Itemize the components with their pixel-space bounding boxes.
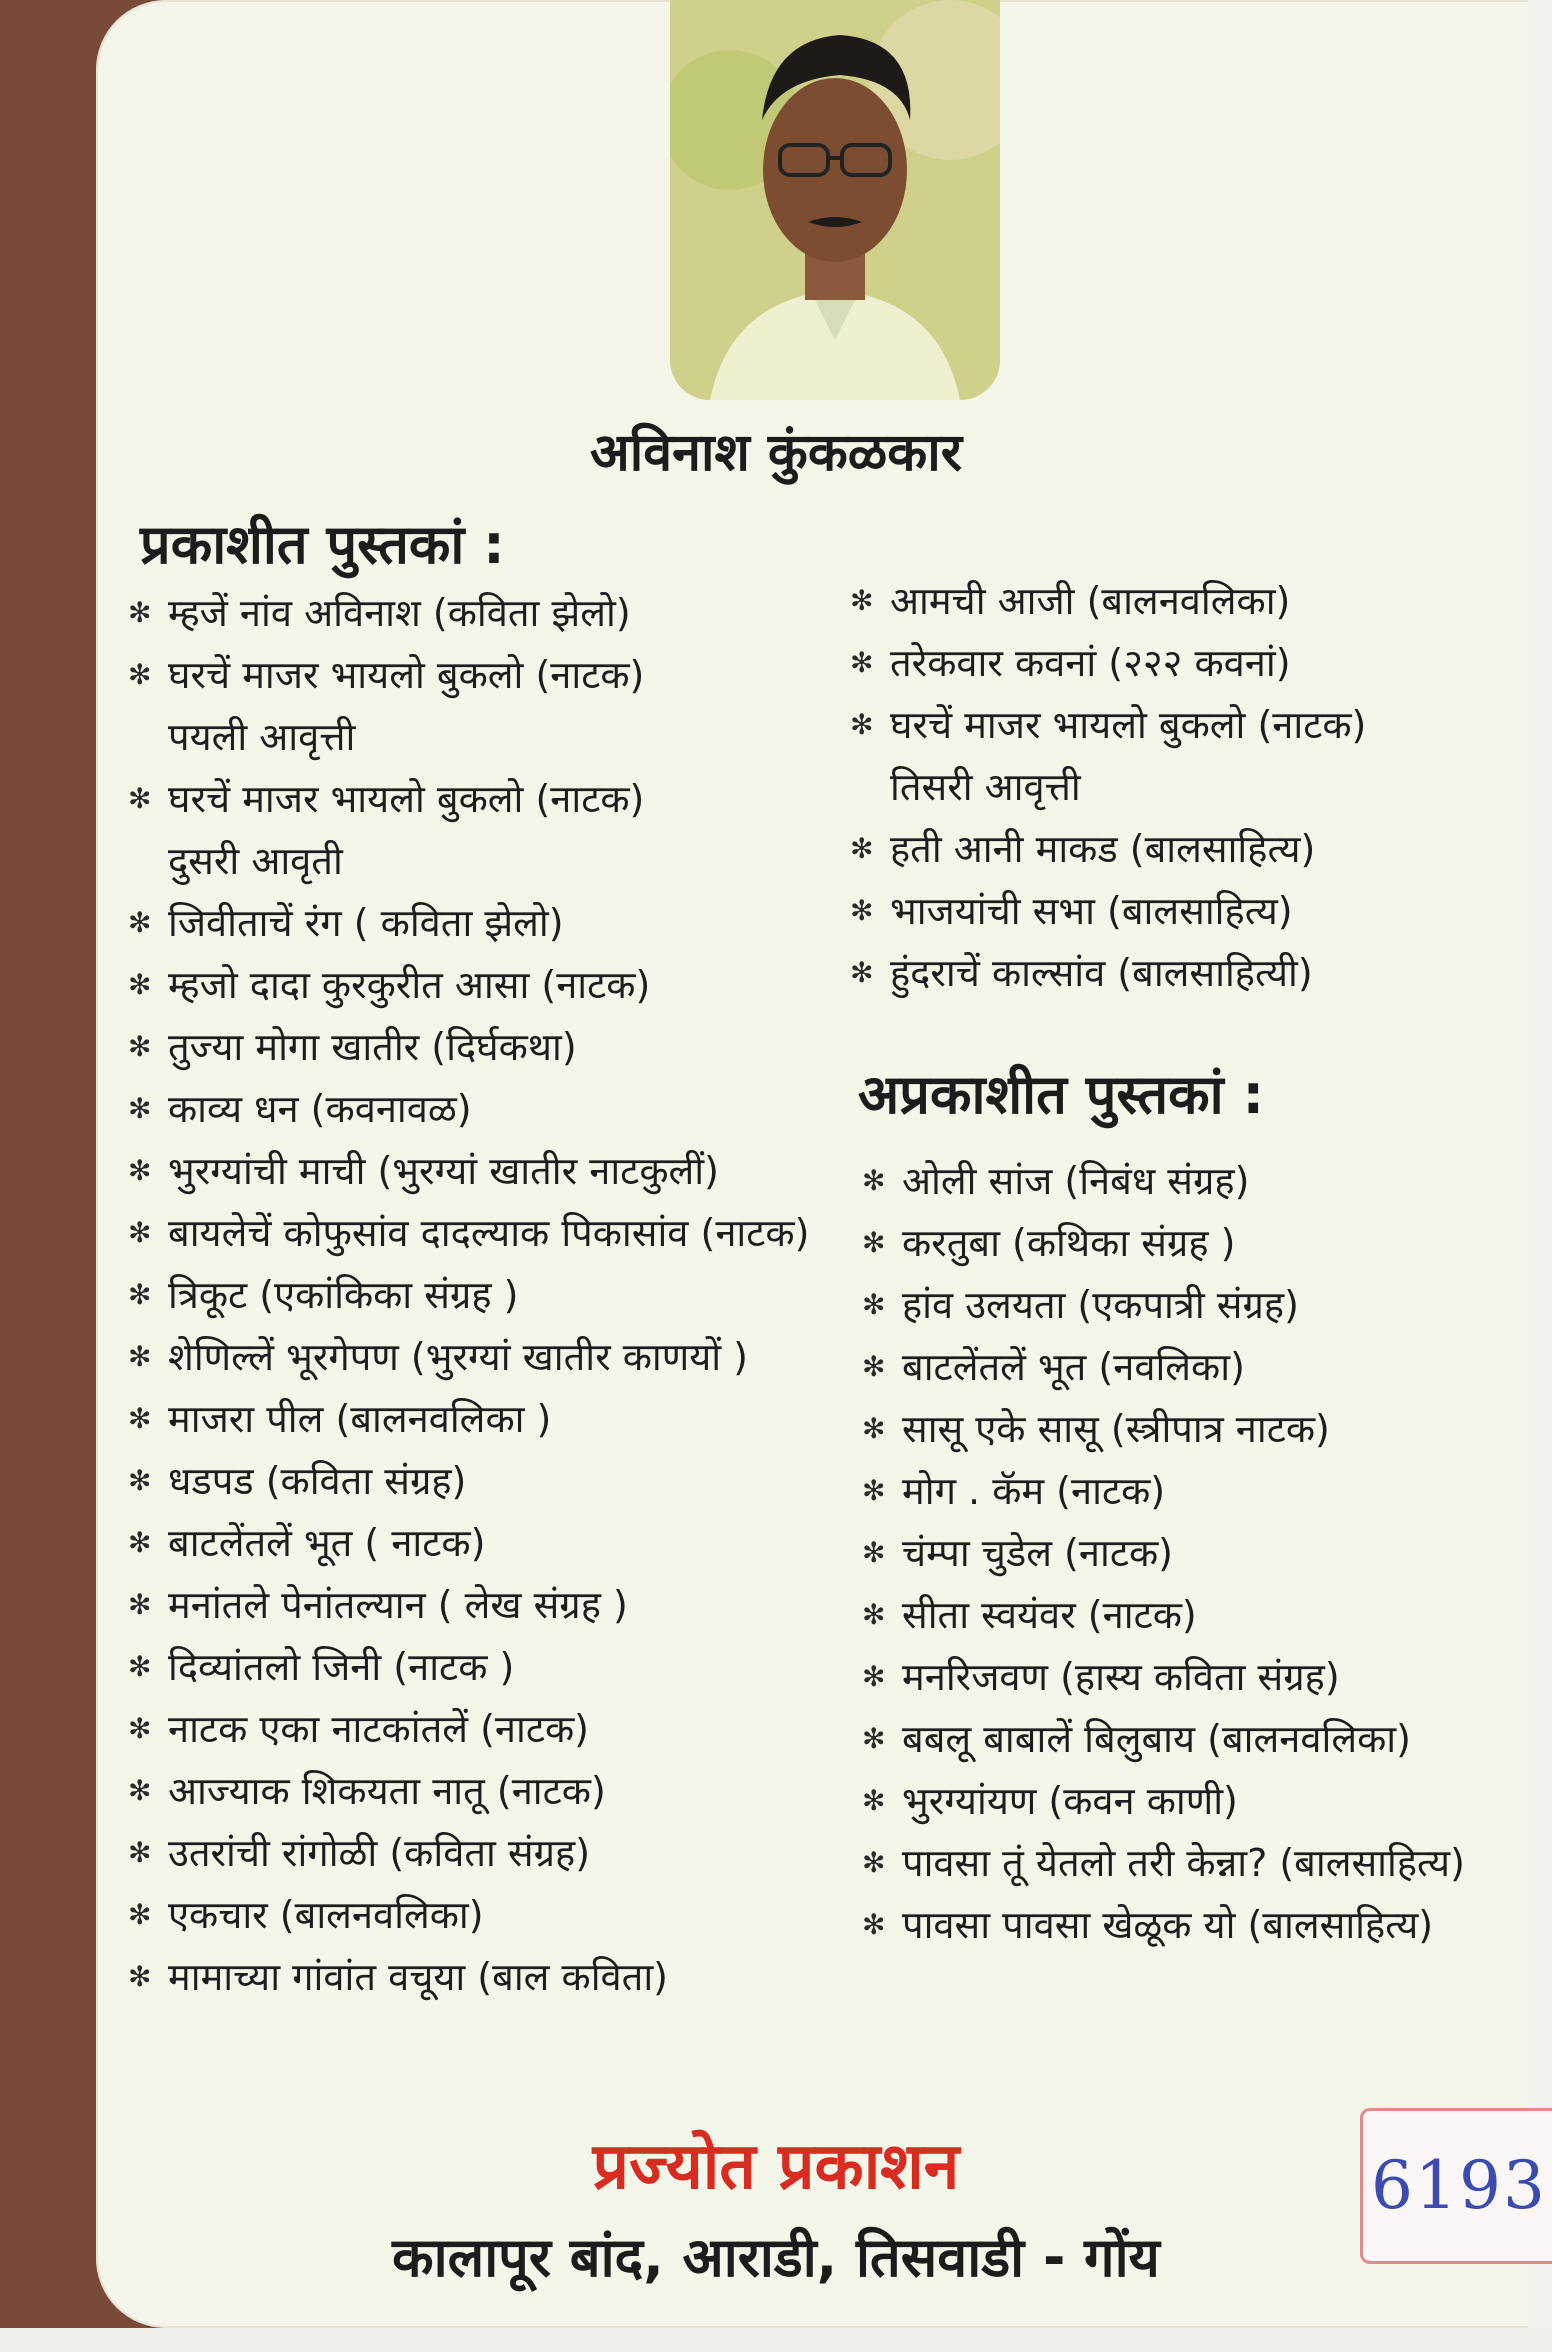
asterisk-bullet-icon: ✻ — [128, 1960, 152, 1993]
list-item: ✻ घरचें माजर भायलो बुकलो (नाटक) — [128, 768, 809, 830]
asterisk-bullet-icon: ✻ — [128, 1526, 152, 1559]
list-item: ✻ हती आनी माकड (बालसाहित्य) — [850, 818, 1366, 880]
asterisk-bullet-icon: ✻ — [862, 1164, 886, 1197]
list-item: ✻ काव्य धन (कवनावळ) — [128, 1078, 809, 1140]
asterisk-bullet-icon: ✻ — [128, 1650, 152, 1683]
asterisk-bullet-icon: ✻ — [862, 1598, 886, 1631]
author-portrait-image — [670, 0, 1000, 400]
asterisk-bullet-icon: ✻ — [128, 1030, 152, 1063]
author-name: अविनाश कुंकळकार — [590, 423, 962, 483]
handwritten-stamp-number: 6193 — [1360, 2108, 1552, 2264]
list-item: ✻ म्हजें नांव अविनाश (कविता झेलो) — [128, 582, 809, 644]
asterisk-bullet-icon: ✻ — [128, 1402, 152, 1435]
list-item: ✻ उतरांची रांगोळी (कविता संग्रह) — [128, 1822, 809, 1884]
list-item: ✻ चंम्पा चुडेल (नाटक) — [862, 1522, 1465, 1584]
asterisk-bullet-icon: ✻ — [862, 1350, 886, 1383]
list-item: ✻ शेणिल्लें भूरगेपण (भुरग्यां खातीर काणयों ) — [128, 1326, 809, 1388]
asterisk-bullet-icon: ✻ — [128, 1154, 152, 1187]
asterisk-bullet-icon: ✻ — [128, 1588, 152, 1621]
asterisk-bullet-icon: ✻ — [862, 1474, 886, 1507]
asterisk-bullet-icon: ✻ — [862, 1412, 886, 1445]
publisher-address: कालापूर बांद, आराडी, तिसवाडी - गोंय — [392, 2226, 1160, 2289]
asterisk-bullet-icon: ✻ — [862, 1226, 886, 1259]
asterisk-bullet-icon: ✻ — [128, 782, 152, 815]
list-item: ✻ करतुबा (कथिका संग्रह ) — [862, 1212, 1465, 1274]
list-item: ✻ बबलू बाबालें बिलुबाय (बालनवलिका) — [862, 1708, 1465, 1770]
asterisk-bullet-icon: ✻ — [128, 658, 152, 691]
asterisk-bullet-icon: ✻ — [128, 1898, 152, 1931]
list-item: ✻ पावसा तूं येतलो तरी केन्ना? (बालसाहित्य) — [862, 1832, 1465, 1894]
list-item: ✻ मोग . कॅम (नाटक) — [862, 1460, 1465, 1522]
asterisk-bullet-icon: ✻ — [128, 1712, 152, 1745]
list-item: ✻ आमची आजी (बालनवलिका) — [850, 570, 1366, 632]
list-item: ✻ घरचें माजर भायलो बुकलो (नाटक) — [850, 694, 1366, 756]
asterisk-bullet-icon: ✻ — [128, 1464, 152, 1497]
list-item: ✻ मनरिजवण (हास्य कविता संग्रह) — [862, 1646, 1465, 1708]
list-item: ✻ पावसा पावसा खेळूक यो (बालसाहित्य) — [862, 1894, 1465, 1956]
asterisk-bullet-icon: ✻ — [862, 1288, 886, 1321]
list-item: ✻ आज्याक शिकयता नातू (नाटक) — [128, 1760, 809, 1822]
page-bottom-edge — [0, 2328, 1552, 2352]
published-books-list — [128, 582, 809, 2008]
list-item: ✻ बायलेचें कोफुसांव दादल्याक पिकासांव (नाटक) — [128, 1202, 809, 1264]
asterisk-bullet-icon: ✻ — [862, 1846, 886, 1879]
asterisk-bullet-icon: ✻ — [862, 1536, 886, 1569]
asterisk-bullet-icon: ✻ — [128, 968, 152, 1001]
list-item: ✻ धडपड (कविता संग्रह) — [128, 1450, 809, 1512]
list-item: ✻ हुंदराचें काल्सांव (बालसाहित्यी) — [850, 942, 1366, 1004]
asterisk-bullet-icon: ✻ — [862, 1660, 886, 1693]
asterisk-bullet-icon: ✻ — [128, 906, 152, 939]
list-item: ✻ म्हजो दादा कुरकुरीत आसा (नाटक) — [128, 954, 809, 1016]
asterisk-bullet-icon: ✻ — [128, 1278, 152, 1311]
page-edge — [1528, 0, 1552, 2352]
list-item: ✻ नाटक एका नाटकांतलें (नाटक) — [128, 1698, 809, 1760]
asterisk-bullet-icon: ✻ — [850, 894, 874, 927]
list-item: ✻ घरचें माजर भायलो बुकलो (नाटक) — [128, 644, 809, 706]
list-item: ✻ सासू एके सासू (स्त्रीपात्र नाटक) — [862, 1398, 1465, 1460]
asterisk-bullet-icon: ✻ — [128, 1836, 152, 1869]
list-item: ✻ त्रिकूट (एकांकिका संग्रह ) — [128, 1264, 809, 1326]
unpublished-books-heading: अप्रकाशीत पुस्तकां : — [858, 1063, 1265, 1126]
author-photo — [670, 0, 1000, 400]
list-item-continuation: दुसरी आवृती — [168, 839, 343, 883]
asterisk-bullet-icon: ✻ — [128, 1774, 152, 1807]
asterisk-bullet-icon: ✻ — [850, 956, 874, 989]
asterisk-bullet-icon: ✻ — [850, 584, 874, 617]
asterisk-bullet-icon: ✻ — [850, 646, 874, 679]
list-item: ✻ दिव्यांतलो जिनी (नाटक ) — [128, 1636, 809, 1698]
asterisk-bullet-icon: ✻ — [862, 1722, 886, 1755]
list-item: ✻ जिवीताचें रंग ( कविता झेलो) — [128, 892, 809, 954]
asterisk-bullet-icon: ✻ — [128, 1216, 152, 1249]
list-item: ✻ हांव उलयता (एकपात्री संग्रह) — [862, 1274, 1465, 1336]
asterisk-bullet-icon: ✻ — [128, 1092, 152, 1125]
list-item: ✻ एकचार (बालनवलिका) — [128, 1884, 809, 1946]
list-item: ✻ भुरग्यांयण (कवन काणी) — [862, 1770, 1465, 1832]
unpublished-books-list — [862, 1150, 1465, 1956]
asterisk-bullet-icon: ✻ — [128, 596, 152, 629]
list-item-continuation: तिसरी आवृत्ती — [890, 765, 1081, 809]
list-item: ✻ बाटलेंतलें भूत (नवलिका) — [862, 1336, 1465, 1398]
list-item: ✻ मनांतले पेनांतल्यान ( लेख संग्रह ) — [128, 1574, 809, 1636]
publisher-name: प्रज्योत प्रकाशन — [592, 2130, 960, 2204]
list-item: ✻ माजरा पील (बालनवलिका ) — [128, 1388, 809, 1450]
list-item: ✻ मामाच्या गांवांत वचूया (बाल कविता) — [128, 1946, 809, 2008]
list-item: ✻ ओली सांज (निबंध संग्रह) — [862, 1150, 1465, 1212]
list-item: ✻ तरेकवार कवनां (२२२ कवनां) — [850, 632, 1366, 694]
list-item: ✻ भाजयांची सभा (बालसाहित्य) — [850, 880, 1366, 942]
asterisk-bullet-icon: ✻ — [850, 708, 874, 741]
list-item: ✻ भुरग्यांची माची (भुरग्यां खातीर नाटकुलीं) — [128, 1140, 809, 1202]
asterisk-bullet-icon: ✻ — [862, 1784, 886, 1817]
published-books-heading: प्रकाशीत पुस्तकां : — [140, 513, 505, 576]
list-item-continuation: पयली आवृत्ती — [168, 715, 356, 759]
asterisk-bullet-icon: ✻ — [850, 832, 874, 865]
published-books-list-continued — [850, 570, 1366, 1004]
list-item: ✻ सीता स्वयंवर (नाटक) — [862, 1584, 1465, 1646]
list-item: ✻ बाटलेंतलें भूत ( नाटक) — [128, 1512, 809, 1574]
asterisk-bullet-icon: ✻ — [862, 1908, 886, 1941]
asterisk-bullet-icon: ✻ — [128, 1340, 152, 1373]
list-item: ✻ तुज्या मोगा खातीर (दिर्घकथा) — [128, 1016, 809, 1078]
